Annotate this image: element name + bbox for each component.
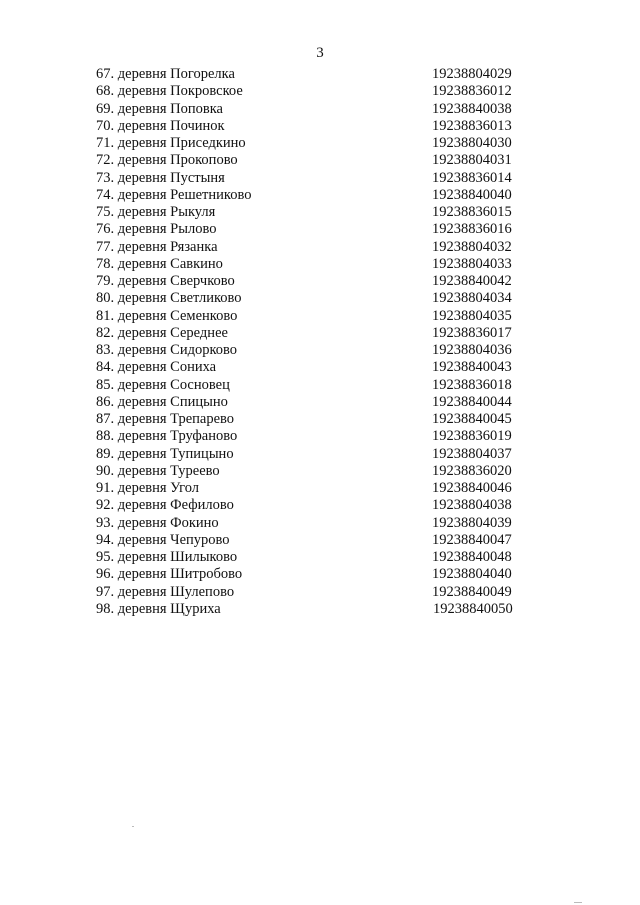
list-item [96, 308, 536, 325]
list-item [96, 204, 536, 221]
list-item [96, 342, 536, 359]
scan-speck [132, 826, 134, 827]
settlement-code: 19238840043 [432, 359, 512, 376]
list-item [96, 394, 536, 411]
settlement-code: 19238804034 [432, 290, 512, 307]
list-item [96, 170, 536, 187]
list-item [96, 359, 536, 376]
list-item [96, 411, 536, 428]
settlement-name: 86. деревня Спицыно [96, 393, 228, 410]
settlement-name: 84. деревня Сониха [96, 359, 217, 376]
settlement-code: 19238836017 [432, 324, 512, 341]
settlement-code: 19238804037 [432, 445, 512, 462]
list-item [96, 480, 536, 497]
list-item [96, 497, 536, 514]
settlement-name: 67. деревня Погорелка [96, 66, 235, 83]
settlement-code: 19238804036 [432, 342, 512, 359]
list-item [96, 532, 536, 549]
settlement-name: 88. деревня Труфаново [96, 428, 238, 445]
list-item [96, 152, 536, 169]
settlement-name: 97. деревня Шулепово [96, 583, 235, 600]
settlement-name: 91. деревня Угол [96, 480, 200, 497]
list-item [96, 584, 536, 601]
settlement-code: 19238840050 [432, 600, 513, 617]
settlement-code: 19238840046 [432, 480, 512, 497]
settlement-name: 81. деревня Семенково [96, 307, 238, 324]
settlement-code: 19238804035 [432, 307, 512, 324]
settlement-name: 95. деревня Шилыково [96, 549, 238, 566]
settlement-code: 19238836013 [432, 117, 512, 134]
settlement-name: 77. деревня Рязанка [96, 238, 218, 255]
settlement-code: 19238836015 [432, 204, 512, 221]
list-item [96, 290, 536, 307]
settlement-code: 19238804032 [432, 238, 512, 255]
settlement-code: 19238804039 [432, 514, 512, 531]
settlement-name: 90. деревня Туреево [96, 462, 220, 479]
list-item [96, 83, 536, 100]
settlement-name: 94. деревня Чепурово [96, 531, 230, 548]
settlement-code: 19238840038 [432, 100, 512, 117]
settlement-name: 75. деревня Рыкуля [96, 204, 216, 221]
settlement-code: 19238840047 [432, 531, 512, 548]
settlement-code: 19238804031 [432, 152, 512, 169]
list-item [96, 273, 536, 290]
settlement-name: 78. деревня Савкино [96, 255, 223, 272]
settlement-name: 93. деревня Фокино [96, 514, 219, 531]
settlement-name: 92. деревня Фефилово [96, 497, 234, 514]
settlement-name: 85. деревня Сосновец [96, 376, 230, 393]
settlement-name: 72. деревня Прокопово [96, 152, 238, 169]
settlement-name: 71. деревня Приседкино [96, 135, 246, 152]
settlement-name: 96. деревня Шитробово [96, 566, 243, 583]
settlement-code: 19238836020 [432, 462, 512, 479]
list-item [96, 221, 536, 238]
settlement-code: 19238836018 [432, 376, 512, 393]
settlement-name: 89. деревня Тупицыно [96, 445, 234, 462]
page-number: 3 [316, 45, 324, 61]
list-item [96, 377, 536, 394]
settlement-name: 87. деревня Трепарево [96, 411, 235, 428]
settlement-code: 19238840045 [432, 411, 512, 428]
list-item [96, 325, 536, 342]
list-item [96, 101, 536, 118]
list-item [96, 135, 536, 152]
scan-speck [574, 902, 582, 903]
settlement-name: 76. деревня Рылово [96, 221, 217, 238]
list-item [96, 66, 536, 83]
settlement-code: 19238840042 [432, 273, 512, 290]
settlement-name: 70. деревня Починок [96, 117, 225, 134]
settlement-name: 98. деревня Щуриха [96, 600, 221, 617]
list-item [96, 428, 536, 445]
list-item [96, 515, 536, 532]
list-item [96, 256, 536, 273]
settlement-name: 69. деревня Поповка [96, 100, 223, 117]
settlement-code: 19238836019 [432, 428, 512, 445]
list-item [96, 187, 536, 204]
settlement-code: 19238840040 [432, 186, 512, 203]
list-item [96, 118, 536, 135]
settlement-code: 19238840044 [432, 393, 512, 410]
list-item [96, 239, 536, 256]
list-item [96, 463, 536, 480]
list-item [96, 601, 536, 618]
settlement-code: 19238804030 [432, 135, 512, 152]
settlement-code: 19238836012 [432, 83, 512, 100]
settlement-code: 19238840049 [432, 583, 512, 600]
settlement-code: 19238804029 [432, 66, 512, 83]
settlement-list [96, 66, 536, 618]
list-item [96, 549, 536, 566]
settlement-name: 73. деревня Пустыня [96, 169, 225, 186]
settlement-code: 19238836016 [432, 221, 512, 238]
settlement-code: 19238836014 [432, 169, 512, 186]
settlement-name: 80. деревня Светликово [96, 290, 242, 307]
settlement-code: 19238804033 [432, 255, 512, 272]
settlement-name: 83. деревня Сидорково [96, 342, 238, 359]
settlement-code: 19238840048 [432, 549, 512, 566]
list-item [96, 566, 536, 583]
settlement-name: 79. деревня Сверчково [96, 273, 235, 290]
settlement-code: 19238804038 [432, 497, 512, 514]
settlement-name: 82. деревня Середнее [96, 324, 228, 341]
settlement-code: 19238804040 [432, 566, 512, 583]
settlement-name: 68. деревня Покровское [96, 83, 243, 100]
settlement-name: 74. деревня Решетниково [96, 186, 252, 203]
list-item [96, 446, 536, 463]
